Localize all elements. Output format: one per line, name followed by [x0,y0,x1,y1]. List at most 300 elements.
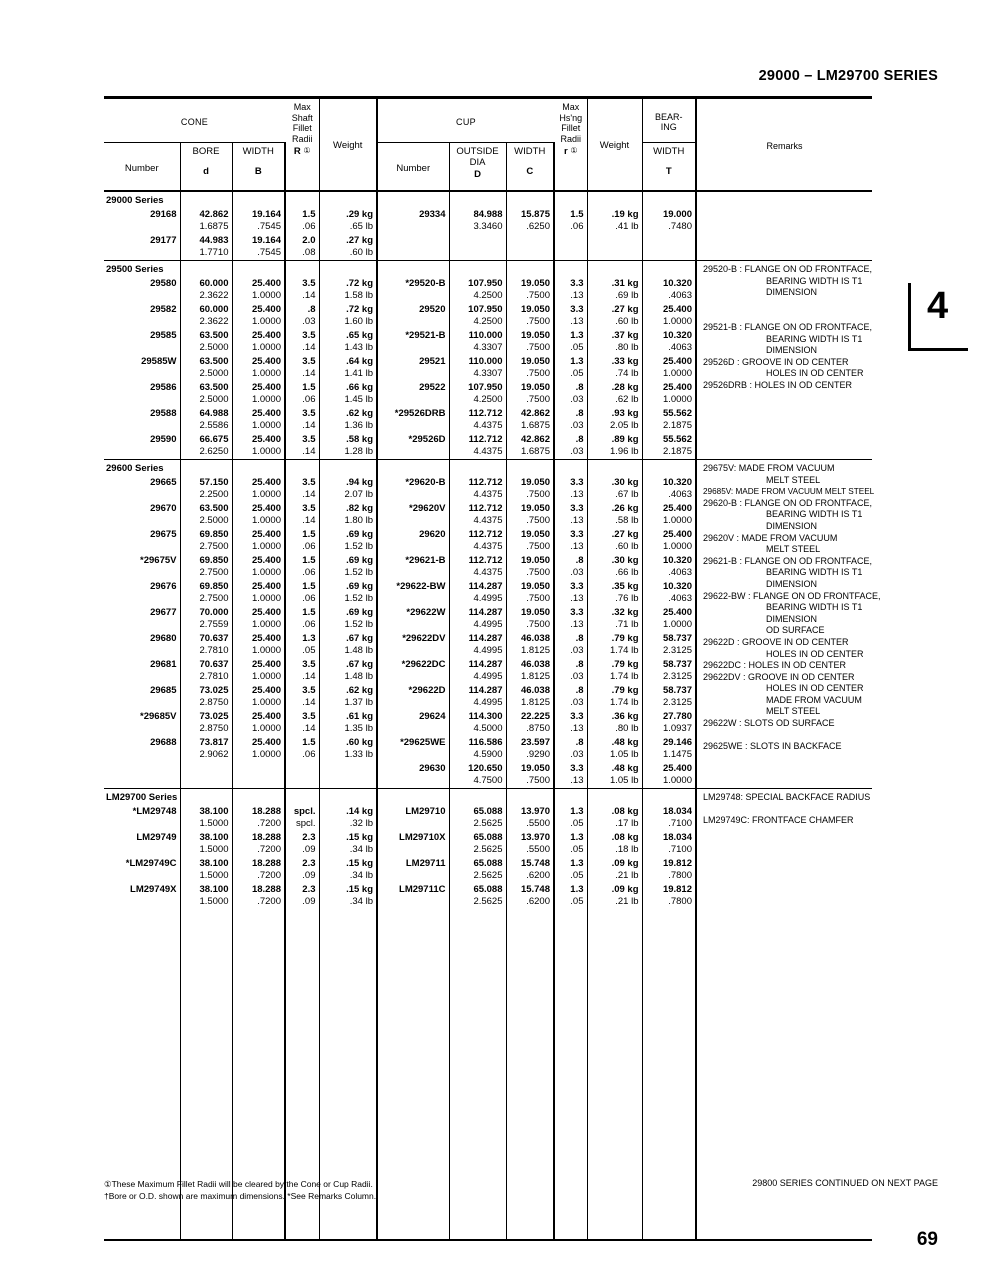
cupod-metric: 107.950 [468,278,503,289]
coneweight-metric: .64 kg [346,356,373,367]
cone-number-value: 29665 [150,477,177,488]
conewidth-metric: 25.400 [251,382,281,393]
cell-cone-number [104,883,180,909]
conewidth-metric: 25.400 [251,304,281,315]
cone-width-symbol: B [254,166,262,177]
cell-cupod [449,580,506,606]
cone-number-spacer [106,394,177,406]
cupwidth-imperial: .9290 [526,748,550,760]
bore-imperial: 2.9062 [199,748,229,760]
cell-cupod [449,433,506,460]
cupod-metric: 65.088 [473,806,503,817]
cone-number-value: 29670 [150,503,177,514]
cell-conewidth [232,805,285,831]
remark-line [703,804,870,816]
hsngfil-metric: 1.3 [570,356,584,367]
cupwidth-metric: 15.748 [520,884,550,895]
cell-hsngfil [554,407,587,433]
bwidth-metric: 10.320 [662,330,692,341]
coneweight-metric: .82 kg [346,503,373,514]
cone-number-value: 29585 [150,330,177,341]
footnote-2: †Bore or O.D. shown are maximum dimensions. *See Remarks Column. [104,1191,377,1201]
cell-conewidth [232,234,285,261]
bwidth-imperial: .7800 [668,869,692,881]
coneweight-imperial: 1.37 lb [344,696,373,708]
coneweight-metric: .15 kg [346,858,373,869]
cell-cupwidth [506,502,554,528]
cupod-metric: 112.712 [468,503,503,514]
coneweight-imperial: 1.58 lb [344,289,373,301]
conewidth-imperial: 1.0000 [251,592,281,604]
hsngfil-metric [557,235,584,247]
conewidth-metric: 25.400 [251,659,281,670]
bwidth-imperial: .4063 [668,566,692,578]
cupod-metric: 114.287 [468,685,503,696]
cell-cone-number [104,554,180,580]
cell-coneweight [319,658,377,684]
cell-coneweight [319,329,377,355]
cupweight-metric: .32 kg [611,607,639,618]
cone-width-label: WIDTH [242,146,274,157]
shaftfil-metric: 3.5 [302,477,316,488]
cup-number-value: *29620V [409,503,446,514]
cell-cupwidth [506,684,554,710]
footnote-marker-icon: ① [570,146,578,155]
max-hsng-symbol-wrap [555,146,587,158]
coneweight-metric: .69 kg [346,555,373,566]
cell-bore [180,554,232,580]
bwidth-imperial: .7480 [668,220,692,232]
remark-line: 29620V : MADE FROM VACUUM [703,532,838,543]
remark-line: 29520-B : FLANGE ON OD FRONTFACE, [703,264,873,274]
coneweight-imperial: .65 lb [349,220,373,232]
cup-number-value: *29622D [408,685,446,696]
conewidth-metric: 19.164 [251,209,281,220]
cupwidth-metric: 23.597 [520,737,550,748]
cupod-imperial: 2.5625 [473,817,503,829]
remark-line: 29526D : GROOVE IN OD CENTER [703,356,849,367]
cupweight-metric: .08 kg [611,832,639,843]
hsngfil-metric: .8 [575,382,584,393]
cupod-imperial: 4.5900 [473,748,503,760]
cupwidth-metric: 19.050 [520,382,550,393]
cupweight-metric: .79 kg [611,685,639,696]
cupweight-imperial: 2.05 lb [609,419,639,431]
cup-number-spacer [380,446,446,458]
group-header-max-hsng-fillet-radii [554,99,587,191]
cupweight-imperial [590,247,639,259]
remark-line: BEARING WIDTH IS T1 [766,509,863,520]
cell-cone-number [104,710,180,736]
bore-metric: 69.850 [199,555,229,566]
cell-cup-number [377,684,449,710]
hsngfil-metric: 3.3 [570,763,584,774]
shaftfil-imperial: .06 [302,592,316,604]
cone-number-spacer [106,515,177,527]
cell-bwidth [642,580,696,606]
cupweight-metric: .48 kg [611,737,639,748]
shaftfil-metric: 1.5 [302,529,316,540]
coneweight-metric: .69 kg [346,607,373,618]
cone-number-value: *LM29749C [125,858,177,869]
cone-number-value: 29675 [150,529,177,540]
shaftfil-imperial: .06 [302,393,316,405]
cupweight-metric: .09 kg [611,858,639,869]
bwidth-imperial: .7800 [668,895,692,907]
cell-cone-number [104,277,180,303]
cupod-metric: 112.712 [468,408,503,419]
bwidth-metric: 58.737 [662,685,692,696]
cell-bore [180,710,232,736]
shaftfil-imperial: .14 [302,670,316,682]
hsngfil-metric: 3.3 [570,503,584,514]
coneweight-metric: .15 kg [346,884,373,895]
cell-hsngfil [554,433,587,460]
column-header-bearing-width [642,143,696,192]
remark-line: 29621-B : FLANGE ON OD FRONTFACE, [703,555,873,566]
bwidth-imperial: .4063 [668,488,692,500]
bwidth-imperial: 2.3125 [662,696,692,708]
shaftfil-metric: 3.5 [302,408,316,419]
cell-cup-number [377,658,449,684]
hsngfil-metric: 3.3 [570,477,584,488]
cupod-metric: 65.088 [473,858,503,869]
bwidth-metric: 18.034 [662,832,692,843]
cell-cupwidth [506,632,554,658]
cell-cupod [449,303,506,329]
cell-bwidth [642,355,696,381]
series-header-row [104,192,872,208]
cell-cup-number [377,762,449,789]
cell-cup-number [377,606,449,632]
cell-bwidth [642,883,696,909]
cone-number-value: 29586 [150,382,177,393]
cell-hsngfil [554,277,587,303]
cell-cup-number [377,208,449,234]
cupod-imperial: 4.2500 [473,289,503,301]
footnote-marker-icon: ① [303,146,311,155]
cup-number-spacer [380,896,446,908]
cell-bore [180,658,232,684]
cupod-metric: 65.088 [473,832,503,843]
cell-conewidth [232,528,285,554]
cell-coneweight [319,831,377,857]
cell-cupod [449,381,506,407]
chapter-tab [908,283,968,351]
hsngfil-imperial: .03 [570,696,584,708]
cell-shaftfil [285,407,319,433]
bore-imperial: 2.3622 [199,315,229,327]
table-group-header-row [104,99,872,143]
coneweight-metric: .62 kg [346,685,373,696]
bearing-spec-table [104,96,881,1241]
remark-line: MELT STEEL [766,706,821,717]
cell-cupod [449,407,506,433]
coneweight-imperial: 1.52 lb [344,566,373,578]
bore-imperial: 2.7500 [199,566,229,578]
cell-cup-number [377,710,449,736]
coneweight-imperial: 1.52 lb [344,540,373,552]
cupod-metric: 114.300 [468,711,503,722]
cupwidth-metric: 46.038 [520,633,550,644]
cup-number-spacer [380,368,446,380]
cell-bwidth [642,303,696,329]
footnote-1: ①These Maximum Fillet Radii will be cleared by the Cone or Cup Radii. [104,1179,373,1189]
shaftfil-metric [288,763,316,775]
remark-line: BEARING WIDTH IS T1 [766,275,863,286]
cell-cupwidth [506,658,554,684]
coneweight-metric: .66 kg [346,382,373,393]
conewidth-metric: 18.288 [251,806,281,817]
coneweight-imperial [322,775,374,787]
shaftfil-imperial: .14 [302,419,316,431]
cone-number-spacer [106,671,177,683]
bore-imperial: 1.5000 [199,817,229,829]
cell-cupod [449,554,506,580]
hsngfil-imperial: .13 [570,514,584,526]
cone-number-spacer [106,446,177,458]
cell-coneweight [319,606,377,632]
shaftfil-imperial: .05 [302,644,316,656]
cell-cupod [449,831,506,857]
coneweight-imperial: 1.36 lb [344,419,373,431]
remark-line: HOLES IN OD CENTER [766,368,864,379]
cup-number-value: *29526DRB [394,408,446,419]
max-hsng-line-2: Hs'ng [559,112,583,123]
bwidth-metric: 25.400 [662,763,692,774]
cell-cupweight [587,433,642,460]
bore-metric: 38.100 [199,806,229,817]
coneweight-imperial: .34 lb [349,843,373,855]
shaftfil-metric: spcl. [293,806,316,817]
cell-shaftfil [285,736,319,762]
coneweight-metric: .67 kg [346,633,373,644]
cupod-metric [452,235,503,247]
bwidth-metric: 10.320 [662,555,692,566]
cup-number-value: *29526D [408,434,446,445]
cell-cupweight [587,831,642,857]
conewidth-imperial: 1.0000 [251,315,281,327]
cell-conewidth [232,407,285,433]
cupod-metric: 114.287 [468,633,503,644]
cupweight-metric: .36 kg [611,711,639,722]
coneweight-metric: .69 kg [346,529,373,540]
conewidth-metric: 25.400 [251,711,281,722]
remark-line: 2962⁠2W : SLOTS OD SURFACE [703,718,835,729]
cupwidth-imperial: .7500 [526,566,550,578]
cell-cupwidth [506,277,554,303]
remark-line: MELT STEEL [766,474,821,485]
coneweight-metric: .29 kg [346,209,373,220]
cell-hsngfil [554,805,587,831]
hsngfil-metric: 3.3 [570,304,584,315]
cupwidth-metric: 19.050 [520,555,550,566]
cell-bwidth [642,407,696,433]
coneweight-imperial: 1.28 lb [344,445,373,457]
cell-shaftfil [285,883,319,909]
cell-cupwidth [506,329,554,355]
conewidth-metric: 18.288 [251,858,281,869]
cupweight-imperial: .60 lb [615,540,639,552]
bore-imperial: 1.5000 [199,843,229,855]
cell-cup-number [377,831,449,857]
cell-cupweight [587,762,642,789]
shaftfil-metric: 3.5 [302,356,316,367]
bwidth-metric [645,235,693,247]
cell-hsngfil [554,831,587,857]
cell-shaftfil [285,632,319,658]
shaftfil-imperial: .06 [302,618,316,630]
cell-cupod [449,606,506,632]
cell-hsngfil [554,684,587,710]
coneweight-imperial: 1.52 lb [344,592,373,604]
cupwidth-imperial [509,247,551,259]
cup-number-value: 29520 [419,304,446,315]
cell-cupwidth [506,805,554,831]
cell-coneweight [319,762,377,789]
cell-coneweight [319,381,377,407]
cupwidth-imperial: .7500 [526,289,550,301]
coneweight-metric [322,763,374,775]
cell-hsngfil [554,883,587,909]
cell-hsngfil [554,710,587,736]
cupod-metric: 112.712 [468,434,503,445]
cupwidth-imperial: .7500 [526,488,550,500]
cell-cone-number [104,502,180,528]
hsngfil-metric: 1.5 [570,209,584,220]
conewidth-imperial: .7200 [257,843,281,855]
hsngfil-imperial: .03 [570,670,584,682]
remark-line: HOLES IN OD CENTER [766,648,864,659]
cell-cupwidth [506,831,554,857]
cell-bore [180,632,232,658]
cell-conewidth [232,857,285,883]
cupwidth-metric: 22.225 [520,711,550,722]
shaftfil-metric: 1.5 [302,209,316,220]
cupweight-imperial: .67 lb [615,488,639,500]
cell-cupwidth [506,554,554,580]
bwidth-metric: 55.562 [662,408,692,419]
conewidth-imperial: 1.0000 [251,696,281,708]
bwidth-metric: 10.320 [662,581,692,592]
group-header-bearing [642,99,696,143]
hsngfil-imperial: .13 [570,592,584,604]
hsngfil-imperial: .03 [570,748,584,760]
cell-coneweight [319,857,377,883]
conewidth-imperial: 1.0000 [251,566,281,578]
cupod-metric: 112.712 [468,555,503,566]
cupwidth-imperial: .7500 [526,393,550,405]
bore-imperial: 2.3622 [199,289,229,301]
bearing-width-label: WIDTH [653,146,685,157]
cell-cupweight [587,857,642,883]
cell-conewidth [232,580,285,606]
cell-cup-number [377,554,449,580]
hsngfil-metric: 3.3 [570,278,584,289]
cell-cupweight [587,407,642,433]
cell-hsngfil [554,736,587,762]
group-header-cup: CUP [377,99,554,143]
cupwidth-imperial: .7500 [526,315,550,327]
remarks-cell [696,261,872,460]
bore-imperial: 2.5000 [199,393,229,405]
cupweight-metric: .28 kg [611,382,639,393]
cup-number-spacer [380,818,446,830]
coneweight-imperial: .34 lb [349,869,373,881]
cone-number-value: 29580 [150,278,177,289]
cupod-imperial: 4.4375 [473,514,503,526]
cell-cone-number [104,476,180,502]
cell-shaftfil [285,277,319,303]
cell-shaftfil [285,762,319,789]
bwidth-imperial: 1.0000 [662,393,692,405]
cell-cupod [449,632,506,658]
cone-number-value: 29588 [150,408,177,419]
cell-hsngfil [554,476,587,502]
hsngfil-metric: 1.3 [570,806,584,817]
cell-conewidth [232,433,285,460]
cell-shaftfil [285,502,319,528]
hsngfil-imperial: .05 [570,817,584,829]
cell-cone-number [104,805,180,831]
cell-bwidth [642,857,696,883]
cell-cup-number [377,329,449,355]
cup-number-value: *29521-B [405,330,446,341]
cupwidth-metric: 46.038 [520,659,550,670]
cup-number-value: 29624 [419,711,446,722]
shaftfil-imperial: .06 [302,748,316,760]
cupweight-imperial: .17 lb [615,817,639,829]
bwidth-imperial: .7100 [668,843,692,855]
remark-line: 29622D : GROOVE IN OD CENTER [703,636,849,647]
shaftfil-imperial: .06 [302,566,316,578]
max-hsng-line-4: Radii [560,133,581,144]
cell-cupweight [587,234,642,261]
cell-hsngfil [554,234,587,261]
cupod-imperial: 4.3307 [473,341,503,353]
cupod-metric: 84.988 [473,209,503,220]
bore-metric: 73.025 [199,711,229,722]
conewidth-imperial: 1.0000 [251,367,281,379]
bwidth-imperial: .4063 [668,289,692,301]
cell-shaftfil [285,208,319,234]
cell-bwidth [642,329,696,355]
cupod-imperial: 4.4995 [473,670,503,682]
column-header-cone-width [232,143,285,192]
hsngfil-imperial: .05 [570,869,584,881]
cupwidth-metric: 19.050 [520,607,550,618]
cell-bwidth [642,658,696,684]
cupod-imperial: 2.5625 [473,869,503,881]
cell-cupwidth [506,606,554,632]
shaftfil-imperial: .14 [302,696,316,708]
cell-cupwidth [506,857,554,883]
cell-cupwidth [506,762,554,789]
cell-cupwidth [506,736,554,762]
remark-line [703,310,870,322]
remark-line: 29622-BW : FLANGE ON OD FRONTFACE, [703,590,881,601]
remark-line: 29625WE : SLOTS IN BACKFACE [703,741,842,752]
cell-coneweight [319,632,377,658]
bwidth-imperial: 1.0000 [662,367,692,379]
cell-coneweight [319,476,377,502]
cupod-imperial: 4.2500 [473,393,503,405]
cupwidth-imperial: .5500 [526,817,550,829]
cone-number-value [106,763,177,775]
cell-hsngfil [554,329,587,355]
bore-metric: 70.637 [199,659,229,670]
cupwidth-metric: 19.050 [520,529,550,540]
